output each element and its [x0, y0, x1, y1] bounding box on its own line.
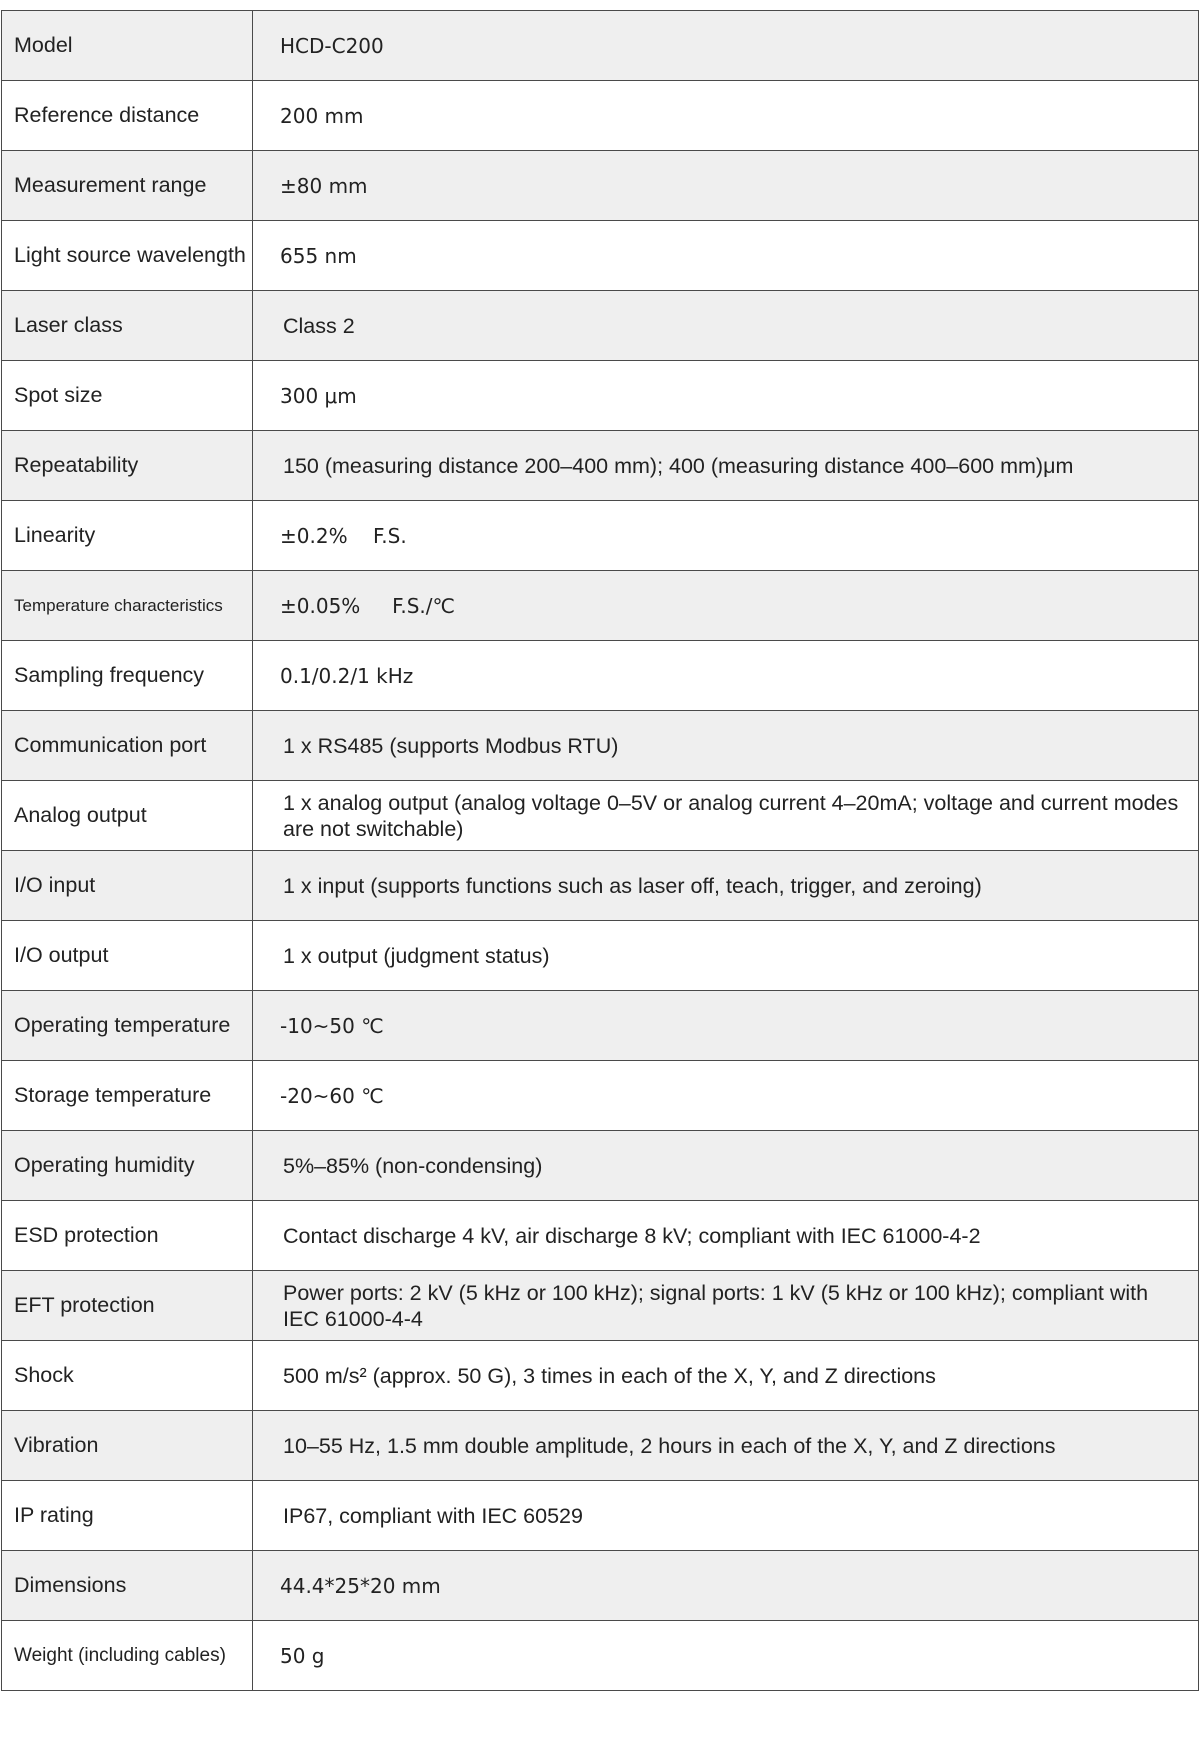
spec-value: 200 mm — [253, 81, 1199, 151]
spec-label: EFT protection — [2, 1271, 253, 1341]
spec-row-ip-rating — [2, 1481, 1199, 1551]
spec-label: I/O output — [2, 921, 253, 991]
spec-row-vibration — [2, 1411, 1199, 1481]
spec-value: 300 μm — [253, 361, 1199, 431]
spec-label: Vibration — [2, 1411, 253, 1481]
spec-row-communication-port — [2, 711, 1199, 781]
spec-row-spot-size — [2, 361, 1199, 431]
spec-label: Shock — [2, 1341, 253, 1411]
spec-value: 50 g — [253, 1621, 1199, 1691]
spec-label: Sampling frequency — [2, 641, 253, 711]
spec-label: Light source wavelength — [2, 221, 253, 291]
spec-value: 655 nm — [253, 221, 1199, 291]
spec-row-esd-protection — [2, 1201, 1199, 1271]
spec-row-operating-humidity — [2, 1131, 1199, 1201]
spec-label: Storage temperature — [2, 1061, 253, 1131]
spec-label: Temperature characteristics — [2, 571, 253, 641]
spec-label: Operating temperature — [2, 991, 253, 1061]
spec-row-light-source-wavelength — [2, 221, 1199, 291]
spec-value: 500 m/s² (approx. 50 G), 3 times in each of the X, Y, and Z directions — [253, 1341, 1199, 1411]
spec-row-storage-temperature — [2, 1061, 1199, 1131]
spec-value: 0.1/0.2/1 kHz — [253, 641, 1199, 711]
spec-table — [1, 10, 1199, 1691]
spec-row-model — [2, 11, 1199, 81]
spec-label: IP rating — [2, 1481, 253, 1551]
spec-row-temperature-characteristics — [2, 571, 1199, 641]
spec-value: 5%–85% (non-condensing) — [253, 1131, 1199, 1201]
spec-value: IP67, compliant with IEC 60529 — [253, 1481, 1199, 1551]
spec-label: Repeatability — [2, 431, 253, 501]
spec-value: HCD-C200 — [253, 11, 1199, 81]
spec-label: Model — [2, 11, 253, 81]
spec-value: ±0.2% F.S. — [253, 501, 1199, 571]
spec-row-weight — [2, 1621, 1199, 1691]
spec-row-eft-protection — [2, 1271, 1199, 1341]
spec-row-operating-temperature — [2, 991, 1199, 1061]
spec-value: 150 (measuring distance 200–400 mm); 400 (measuring distance 400–600 mm)μm — [253, 431, 1199, 501]
spec-value: ±0.05% F.S./℃ — [253, 571, 1199, 641]
spec-value: Class 2 — [253, 291, 1199, 361]
spec-row-io-output — [2, 921, 1199, 991]
spec-row-sampling-frequency — [2, 641, 1199, 711]
spec-value: 44.4*25*20 mm — [253, 1551, 1199, 1621]
spec-row-repeatability — [2, 431, 1199, 501]
spec-value: 1 x RS485 (supports Modbus RTU) — [253, 711, 1199, 781]
spec-label: Laser class — [2, 291, 253, 361]
spec-label: Measurement range — [2, 151, 253, 221]
spec-label: Spot size — [2, 361, 253, 431]
spec-label: Weight (including cables) — [2, 1621, 253, 1691]
spec-label: ESD protection — [2, 1201, 253, 1271]
spec-value: ±80 mm — [253, 151, 1199, 221]
spec-value: -10~50 ℃ — [253, 991, 1199, 1061]
spec-label: Dimensions — [2, 1551, 253, 1621]
spec-label: Operating humidity — [2, 1131, 253, 1201]
spec-row-measurement-range — [2, 151, 1199, 221]
spec-row-io-input — [2, 851, 1199, 921]
spec-label: Linearity — [2, 501, 253, 571]
spec-row-analog-output — [2, 781, 1199, 851]
spec-row-reference-distance — [2, 81, 1199, 151]
spec-value: 1 x analog output (analog voltage 0–5V or analog current 4–20mA; voltage and current modes are not switchable) — [253, 781, 1199, 851]
spec-row-shock — [2, 1341, 1199, 1411]
spec-label: Analog output — [2, 781, 253, 851]
spec-row-laser-class — [2, 291, 1199, 361]
spec-value: Contact discharge 4 kV, air discharge 8 kV; compliant with IEC 61000-4-2 — [253, 1201, 1199, 1271]
spec-row-dimensions — [2, 1551, 1199, 1621]
spec-label: I/O input — [2, 851, 253, 921]
spec-row-linearity — [2, 501, 1199, 571]
spec-value: Power ports: 2 kV (5 kHz or 100 kHz); signal ports: 1 kV (5 kHz or 100 kHz); compliant with IEC 61000-4-4 — [253, 1271, 1199, 1341]
spec-value: 1 x input (supports functions such as laser off, teach, trigger, and zeroing) — [253, 851, 1199, 921]
spec-value: -20~60 ℃ — [253, 1061, 1199, 1131]
spec-label: Reference distance — [2, 81, 253, 151]
spec-value: 1 x output (judgment status) — [253, 921, 1199, 991]
spec-value: 10–55 Hz, 1.5 mm double amplitude, 2 hours in each of the X, Y, and Z directions — [253, 1411, 1199, 1481]
spec-label: Communication port — [2, 711, 253, 781]
